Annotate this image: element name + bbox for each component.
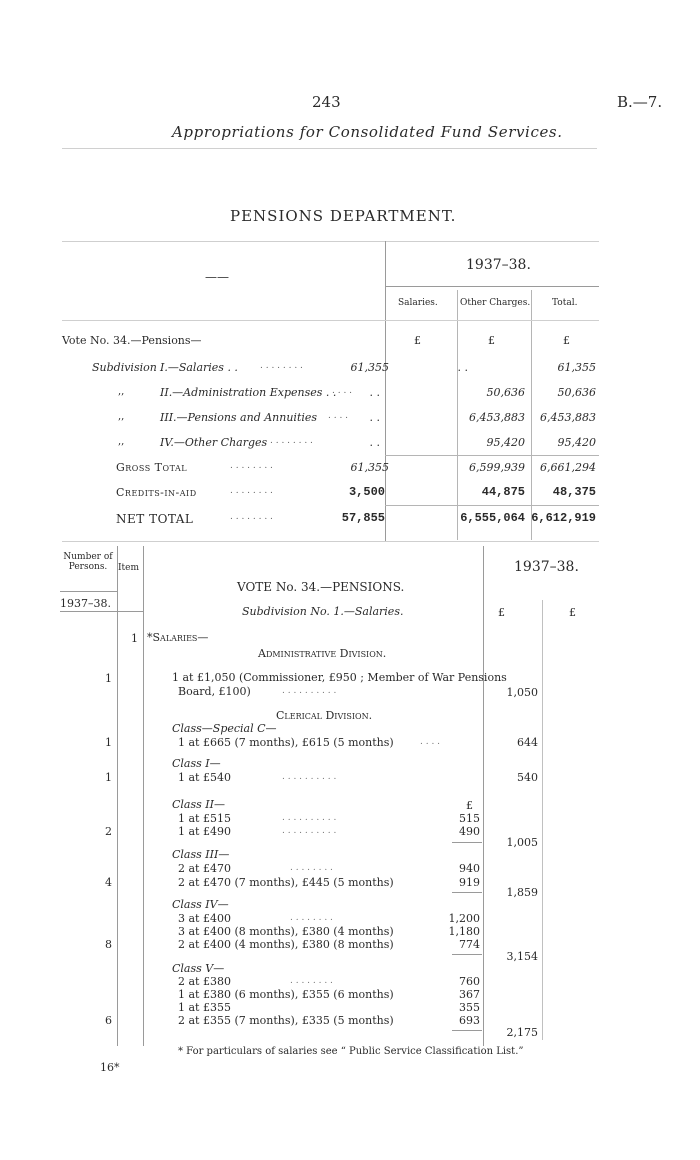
year-right: 1937–38. (514, 559, 579, 575)
class-5-label: Class V— (172, 962, 225, 975)
subdivision-label: IV.—Other Charges (160, 436, 268, 449)
row-dots: . . . . . . . . . . (282, 826, 337, 836)
class-1-amount: 540 (517, 771, 538, 784)
class-5-rule (452, 1030, 482, 1031)
year-left: 1937–38. (60, 597, 111, 610)
row-dots: . . . . . . . . (290, 913, 333, 923)
class-2-persons: 2 (105, 825, 112, 838)
class-2-total: 1,005 (506, 836, 538, 849)
row-dots: . . . . . . . . (230, 461, 273, 471)
admin-amount: 1,050 (506, 686, 538, 699)
credits-label: Credits-in-aid (116, 486, 197, 499)
gross-total: 6,661,294 (540, 461, 596, 474)
col-item-header: Item (118, 563, 140, 573)
class-3-label: Class III— (172, 848, 230, 861)
summary-subtotal-rule (385, 455, 599, 456)
class-2-rule (452, 842, 482, 843)
col-number-header: Number of Persons. (63, 552, 113, 572)
header-rule (62, 148, 597, 149)
summary-year: 1937–38. (466, 257, 531, 273)
class-4-line-2: 3 at £400 (8 months), £380 (4 months) (178, 925, 394, 938)
class-5-value-4: 693 (459, 1014, 480, 1027)
subdivision-label: II.—Administration Expenses . . (160, 386, 337, 399)
credits-salaries: 3,500 (348, 485, 385, 499)
class-1-label: Class I— (172, 757, 221, 770)
admin-persons: 1 (105, 672, 112, 685)
class-2-value-1: 515 (459, 812, 480, 825)
department-title: PENSIONS DEPARTMENT. (230, 207, 457, 225)
class-4-line-1: 3 at £400 (178, 912, 231, 925)
net-other: 6,555,064 (460, 511, 525, 525)
subdivision-prefix: ,, (118, 386, 125, 397)
summary-net-rule (385, 505, 599, 506)
currency-other: £ (488, 334, 495, 347)
subdivision-prefix: ,, (118, 411, 125, 422)
detail-col-text-rule (483, 546, 484, 1046)
class-3-total: 1,859 (506, 886, 538, 899)
admin-line-2: Board, £100) (178, 685, 251, 698)
class-4-total: 3,154 (506, 950, 538, 963)
summary-divider-total (531, 290, 532, 540)
class-4-value-1: 1,200 (448, 912, 480, 925)
row-total: 6,453,883 (540, 411, 596, 424)
class-5-value-3: 355 (459, 1001, 480, 1014)
row-dots: . . . . . . . . . . (282, 686, 337, 696)
net-total: 6,612,919 (531, 511, 596, 525)
item-number: 1 (131, 632, 138, 645)
class-5-total: 2,175 (506, 1026, 538, 1039)
gross-total-label: Gross Total (116, 461, 188, 474)
currency-total: £ (563, 334, 570, 347)
row-other: 50,636 (486, 386, 525, 399)
credits-total: 48,375 (552, 485, 596, 499)
summary-bottom-rule (62, 541, 599, 542)
row-dots: . . . . . . . . (260, 361, 303, 371)
col-other-header: Other Charges. (460, 298, 531, 308)
summary-header-rule (62, 320, 599, 321)
detail-year-rule (60, 611, 143, 612)
admin-division-heading: Administrative Division. (258, 647, 387, 660)
detail-header-rule (60, 591, 117, 592)
page-title: Appropriations for Consolidated Fund Services. (172, 123, 563, 141)
class-5-value-1: 760 (459, 975, 480, 988)
col-total-header: Total. (552, 298, 578, 308)
class-5-line-2: 1 at £380 (6 months), £355 (6 months) (178, 988, 394, 1001)
row-other: 6,453,883 (469, 411, 525, 424)
summary-year-rule (385, 286, 599, 287)
row-salaries: 61,355 (350, 361, 389, 374)
row-dots: . . . . . . . . (230, 486, 273, 496)
clerical-division-heading: Clerical Division. (276, 709, 373, 722)
gross-other: 6,599,939 (469, 461, 525, 474)
class-special-amount: 644 (517, 736, 538, 749)
vote-heading: Vote No. 34.—Pensions— (62, 334, 202, 347)
row-total: 61,355 (557, 361, 596, 374)
credits-other: 44,875 (481, 485, 525, 499)
row-dots: . . . . . . . . (230, 512, 273, 522)
class-3-line-2: 2 at £470 (7 months), £445 (5 months) (178, 876, 394, 889)
class-special-line: 1 at £665 (7 months), £615 (5 months) (178, 736, 394, 749)
subdivision-label: III.—Pensions and Annuities (160, 411, 318, 424)
class-2-line-2: 1 at £490 (178, 825, 231, 838)
class-1-persons: 1 (105, 771, 112, 784)
class-2-value-2: 490 (459, 825, 480, 838)
row-dots: . . . . (332, 386, 353, 396)
class-2-currency: £ (466, 799, 473, 812)
summary-divider-other (457, 290, 458, 540)
row-salaries: . . (369, 436, 380, 449)
row-other: . . (457, 361, 468, 374)
net-total-label: NET TOTAL (116, 512, 194, 526)
net-salaries: 57,855 (341, 511, 385, 525)
class-4-label: Class IV— (172, 898, 229, 911)
class-3-value-2: 919 (459, 876, 480, 889)
class-5-persons: 6 (105, 1014, 112, 1027)
row-dots: . . . . . . . . . . (282, 772, 337, 782)
class-3-persons: 4 (105, 876, 112, 889)
row-total: 95,420 (557, 436, 596, 449)
vote-title: VOTE No. 34.—PENSIONS. (237, 580, 405, 594)
row-other: 95,420 (486, 436, 525, 449)
row-dots: . . . . (328, 411, 349, 421)
class-2-line-1: 1 at £515 (178, 812, 231, 825)
class-3-line-1: 2 at £470 (178, 862, 231, 875)
class-1-line: 1 at £540 (178, 771, 231, 784)
currency-right: £ (569, 606, 576, 619)
detail-col-item-rule (143, 546, 144, 1046)
class-2-label: Class II— (172, 798, 225, 811)
salaries-heading: *Salaries— (147, 631, 209, 644)
col-salaries-header: Salaries. (398, 298, 438, 308)
row-salaries: . . (369, 386, 380, 399)
subdivision-title: Subdivision No. 1.—Salaries. (242, 605, 404, 618)
row-dots: . . . . . . . . . . (282, 813, 337, 823)
subdivision-prefix: ,, (118, 436, 125, 447)
subdivision-prefix: Subdivision (92, 361, 157, 374)
row-dots: . . . . . . . . (290, 976, 333, 986)
gross-salaries: 61,355 (350, 461, 389, 474)
signature-mark: 16* (100, 1061, 120, 1074)
subdivision-label: I.—Salaries . . (160, 361, 238, 374)
row-total: 50,636 (557, 386, 596, 399)
row-salaries: . . (369, 411, 380, 424)
class-special-persons: 1 (105, 736, 112, 749)
detail-col-amount-rule (542, 600, 543, 1040)
row-dots: . . . . . . . . (270, 436, 313, 446)
page-number: 243 (312, 93, 341, 111)
class-3-rule (452, 892, 482, 893)
detail-col-number-rule (117, 546, 118, 1046)
summary-top-rule (62, 241, 599, 242)
document-reference: B.—7. (617, 93, 663, 111)
class-5-line-3: 1 at £355 (178, 1001, 231, 1014)
class-5-line-1: 2 at £380 (178, 975, 231, 988)
currency-salaries: £ (414, 334, 421, 347)
class-3-value-1: 940 (459, 862, 480, 875)
class-4-persons: 8 (105, 938, 112, 951)
admin-line-1: 1 at £1,050 (Commissioner, £950 ; Member of War Pensions (172, 671, 507, 684)
class-4-value-3: 774 (459, 938, 480, 951)
summary-dash: —— (205, 270, 229, 284)
class-4-line-3: 2 at £400 (4 months), £380 (8 months) (178, 938, 394, 951)
class-4-rule (452, 954, 482, 955)
class-5-line-4: 2 at £355 (7 months), £335 (5 months) (178, 1014, 394, 1027)
class-special-label: Class—Special C— (172, 722, 277, 735)
class-4-value-2: 1,180 (448, 925, 480, 938)
class-5-value-2: 367 (459, 988, 480, 1001)
currency-left: £ (498, 606, 505, 619)
row-dots: . . . . (420, 737, 441, 747)
footnote: * For particulars of salaries see “ Public Service Classification List.” (178, 1046, 524, 1057)
row-dots: . . . . . . . . (290, 863, 333, 873)
